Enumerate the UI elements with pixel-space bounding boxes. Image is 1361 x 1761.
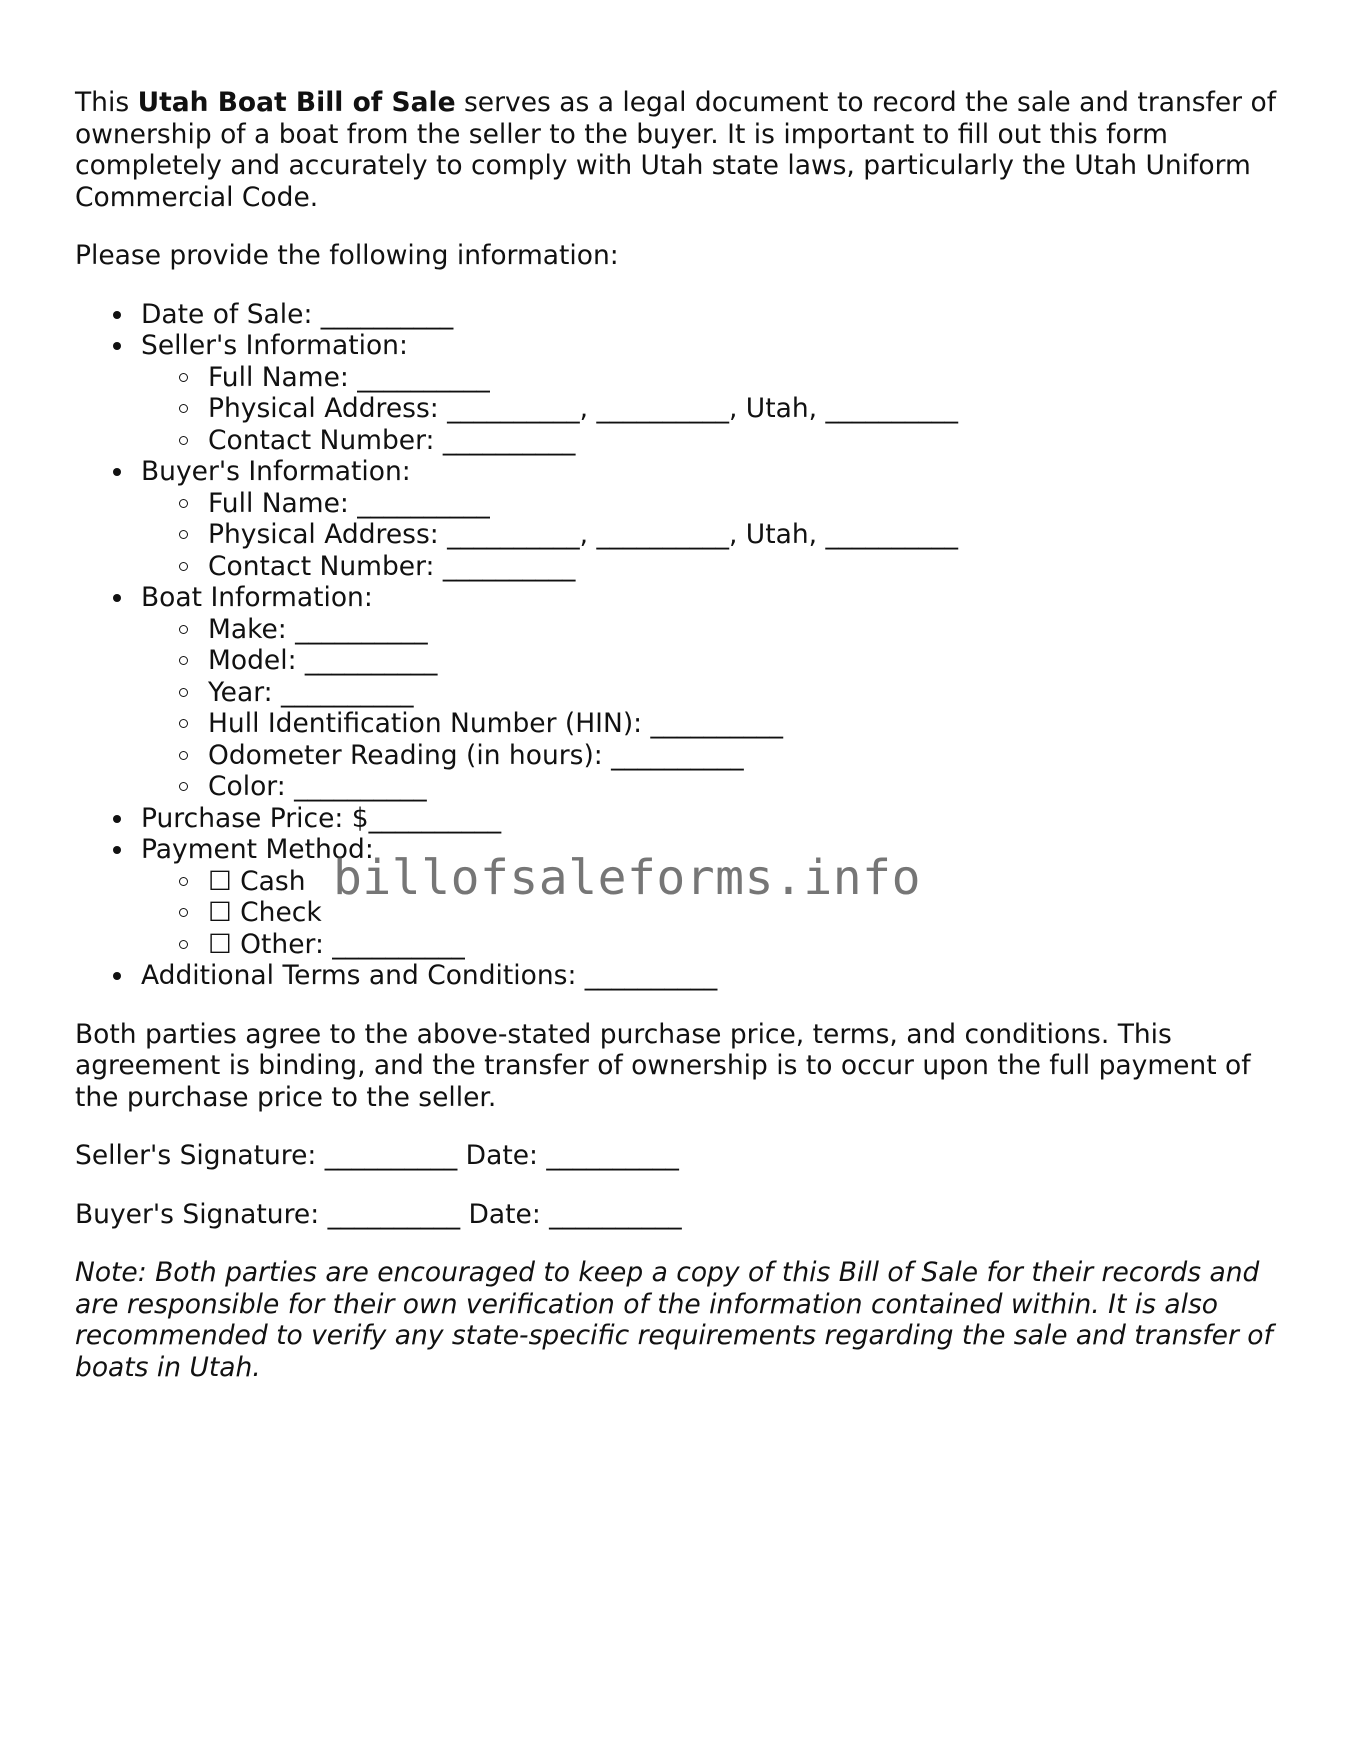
document-title: Utah Boat Bill of Sale	[137, 87, 456, 118]
intro-paragraph	[75, 87, 1295, 213]
intro-prefix: This	[75, 87, 138, 118]
payment-check-checkbox[interactable]: ☐ Check	[141, 897, 1295, 929]
agreement-paragraph: Both parties agree to the above-stated purchase price, terms, and conditions. This agreement is binding, and the transfer of ownership is to occur upon the full payment of the purchase price to the seller.	[75, 1018, 1251, 1113]
seller-information-section	[75, 330, 1295, 456]
bill-of-sale-document	[75, 87, 1295, 1383]
boat-hin-field[interactable]: Hull Identification Number (HIN): __________	[141, 708, 1295, 740]
intro-suffix: serves as a legal document to record the sale and transfer of ownership of a boat from the seller to the buyer. It is important to fill out this form completely and accurately to comply with Utah state laws, particularly the Utah Uniform Commercial Code.	[75, 87, 1277, 213]
seller-address-field[interactable]: Physical Address: __________, __________, Utah, __________	[141, 393, 1295, 425]
boat-information-heading: Boat Information:	[141, 582, 373, 613]
boat-model-field[interactable]: Model: __________	[141, 645, 1295, 677]
instructions-prompt: Please provide the following information:	[75, 240, 619, 271]
boat-make-field[interactable]: Make: __________	[141, 614, 1295, 646]
buyer-information-list	[141, 488, 1295, 583]
buyer-information-heading: Buyer's Information:	[141, 456, 411, 487]
seller-signature-line[interactable]: Seller's Signature: __________ Date: __________	[75, 1140, 679, 1171]
boat-odometer-field[interactable]: Odometer Reading (in hours): __________	[141, 740, 1295, 772]
buyer-contact-field[interactable]: Contact Number: __________	[141, 551, 1295, 583]
boat-information-section	[75, 582, 1295, 803]
boat-information-list	[141, 614, 1295, 803]
payment-cash-checkbox[interactable]: ☐ Cash	[141, 866, 1295, 898]
boat-year-field[interactable]: Year: __________	[141, 677, 1295, 709]
date-of-sale-field[interactable]: Date of Sale: __________	[75, 299, 1295, 331]
additional-terms-field[interactable]: Additional Terms and Conditions: __________	[75, 960, 1295, 992]
boat-color-field[interactable]: Color: __________	[141, 771, 1295, 803]
note-paragraph: Note: Both parties are encouraged to keep a copy of this Bill of Sale for their records and are responsible for their own verification of the information contained within. It is also recommended to verify any state-specific requirements regarding the sale and transfer of boats in Utah.	[75, 1257, 1273, 1383]
payment-other-checkbox[interactable]: ☐ Other: __________	[141, 929, 1295, 961]
seller-information-list	[141, 362, 1295, 457]
purchase-price-field[interactable]: Purchase Price: $__________	[75, 803, 1295, 835]
seller-full-name-field[interactable]: Full Name: __________	[141, 362, 1295, 394]
buyer-signature-line[interactable]: Buyer's Signature: __________ Date: __________	[75, 1198, 682, 1230]
seller-contact-field[interactable]: Contact Number: __________	[141, 425, 1295, 457]
payment-method-heading: Payment Method:	[141, 834, 374, 865]
buyer-full-name-field[interactable]: Full Name: __________	[141, 488, 1295, 520]
buyer-address-field[interactable]: Physical Address: __________, __________, Utah, __________	[141, 519, 1295, 551]
buyer-information-section	[75, 456, 1295, 582]
watermark-text: billofsaleforms.info	[333, 850, 921, 906]
seller-information-heading: Seller's Information:	[141, 330, 408, 361]
